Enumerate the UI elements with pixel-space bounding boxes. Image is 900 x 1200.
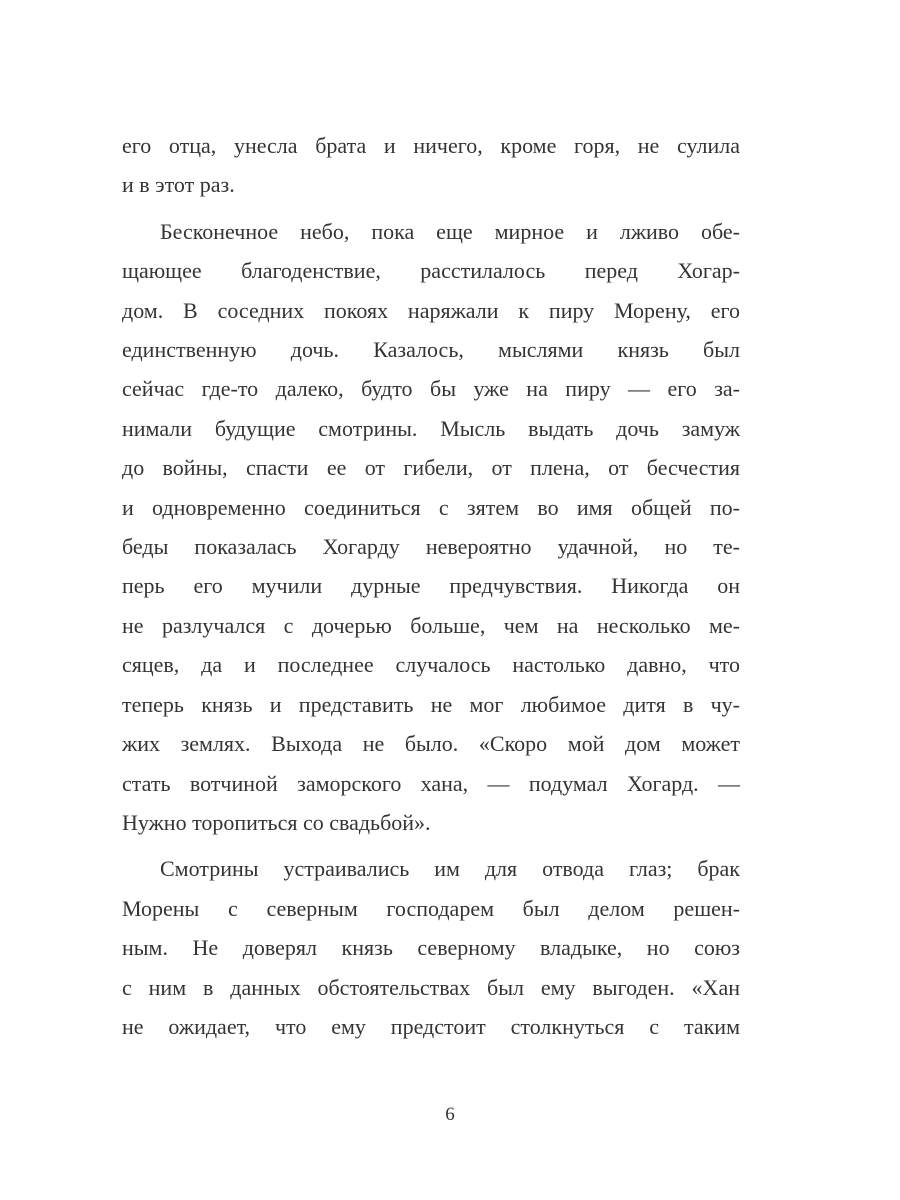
text-line: с ним в данных обстоятельствах был ему выгоден. «Хан [122,974,740,1000]
text-line: теперь князь и представить не мог любимое дитя в чу- [122,691,740,717]
text-line: Смотрины устраивались им для отвода глаз; брак [160,856,740,882]
text-line: беды показалась Хогарду невероятно удачной, но те- [122,534,740,560]
paragraph [122,212,740,843]
text-line: Нужно торопиться со свадьбой». [122,809,431,835]
text-line: до войны, спасти ее от гибели, от плена, от бесчестия [122,455,740,481]
text-line: и в этот раз. [122,172,235,198]
text-line: жих землях. Выхода не было. «Скоро мой дом может [122,731,740,757]
text-line: нимали будущие смотрины. Мысль выдать дочь замуж [122,415,740,441]
page-number: 6 [445,1104,455,1125]
text-line: ным. Не доверял князь северному владыке, но союз [122,935,740,961]
text-line: перь его мучили дурные предчувствия. Никогда он [122,573,740,599]
text-line: Бесконечное небо, пока еще мирное и лживо обе- [160,218,740,244]
text-line: не разлучался с дочерью больше, чем на несколько ме- [122,612,740,638]
paragraph [122,849,740,1046]
text-line: не ожидает, что ему предстоит столкнуться с таким [122,1013,740,1039]
text-line: дом. В соседних покоях наряжали к пиру Морену, его [122,297,740,323]
text-line: стать вотчиной заморского хана, — подумал Хогард. — [122,770,740,796]
paragraph [122,126,740,205]
page-text [122,126,740,1053]
text-line: Морены с северным господарем был делом решен- [122,895,740,921]
text-line: сейчас где-то далеко, будто бы уже на пиру — его за- [122,376,740,402]
text-line: щающее благоденствие, расстилалось перед Хогар- [122,258,740,284]
text-line: и одновременно соединиться с зятем во имя общей по- [122,494,740,520]
text-line: сяцев, да и последнее случалось настолько давно, что [122,652,740,678]
text-line: единственную дочь. Казалось, мыслями князь был [122,337,740,363]
text-line: его отца, унесла брата и ничего, кроме горя, не сулила [122,133,740,158]
